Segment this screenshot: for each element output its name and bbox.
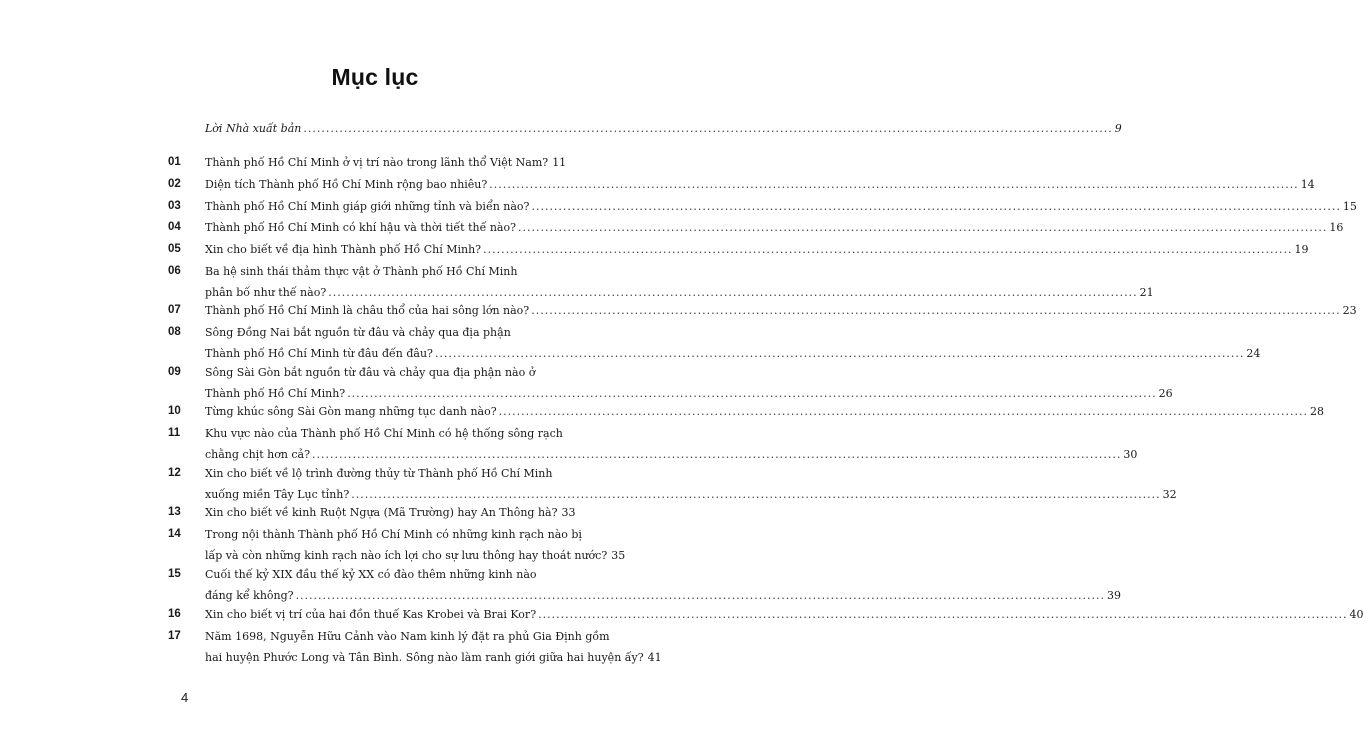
toc-entry-text: Ba hệ sinh thái thảm thực vật ở Thành phố Hồ Chí Minh — [205, 265, 518, 278]
toc-entry-page: 23 — [1342, 304, 1357, 317]
toc-entry-number: 17 — [168, 630, 181, 642]
toc-entry-line[interactable] — [205, 607, 1363, 623]
toc-entry-number: 01 — [168, 156, 181, 168]
toc-entry-text: Diện tích Thành phố Hồ Chí Minh rộng bao nhiêu? — [205, 178, 488, 191]
toc-entry-number: 10 — [168, 405, 181, 417]
toc-entry-text: Cuối thế kỷ XIX đầu thế kỷ XX có đào thêm những kinh nào — [205, 568, 537, 581]
toc-entry-text: Thành phố Hồ Chí Minh là châu thổ của hai sông lớn nào? — [205, 304, 530, 317]
dot-leader: .................................................................................................................................................................................... — [538, 608, 1348, 621]
toc-entry-number: 08 — [168, 326, 181, 338]
toc-entry-text: chằng chịt hơn cả? — [205, 448, 311, 461]
toc-entry-line[interactable] — [205, 505, 576, 521]
toc-entry-line[interactable] — [205, 404, 1324, 420]
toc-entry-page: 32 — [1162, 488, 1177, 501]
toc-entry-text: Sông Đồng Nai bắt nguồn từ đâu và chảy qua địa phận — [205, 326, 511, 339]
toc-entry-number: 11 — [168, 427, 181, 439]
toc-entry-line[interactable] — [205, 365, 563, 381]
toc-entry-page: 39 — [1106, 589, 1121, 602]
toc-entry-text: lấp và còn những kinh rạch nào ích lợi cho sự lưu thông hay thoát nước? — [205, 549, 608, 562]
toc-entry-page: 40 — [1349, 608, 1363, 621]
toc-entry-line[interactable] — [205, 567, 563, 583]
dot-leader: .................................................................................................................................................................................... — [312, 448, 1122, 461]
toc-entry-text: Thành phố Hồ Chí Minh từ đâu đến đâu? — [205, 347, 433, 360]
toc-entry-page: 11 — [552, 156, 567, 169]
toc-entry-number: 12 — [168, 467, 181, 479]
toc-entry-number: 06 — [168, 265, 181, 277]
page-title: Mục lục — [331, 64, 419, 90]
dot-leader: .................................................................................................................................................................................... — [489, 178, 1299, 191]
toc-entry-line[interactable] — [205, 285, 1154, 301]
page-number: 4 — [181, 690, 189, 705]
toc-entry-text: xuống miền Tây Lục tỉnh? — [205, 488, 350, 501]
toc-entry-number: 07 — [168, 304, 181, 316]
dot-leader: .................................................................................................................................................................................... — [303, 122, 1113, 135]
toc-entry-text: đáng kể không? — [205, 589, 294, 602]
dot-leader: .................................................................................................................................................................................... — [498, 405, 1308, 418]
toc-entry-preface[interactable] — [205, 121, 1122, 137]
toc-entry-page: 19 — [1294, 243, 1309, 256]
toc-entry-line[interactable] — [205, 177, 1315, 193]
toc-entry-line[interactable] — [205, 264, 563, 280]
toc-entry-text: Xin cho biết về kinh Ruột Ngựa (Mã Trường) hay An Thông hà? — [205, 506, 558, 519]
dot-leader: .................................................................................................................................................................................... — [518, 221, 1328, 234]
toc-entry-line[interactable] — [205, 242, 1309, 258]
toc-entry-number: 14 — [168, 528, 181, 540]
toc-entry-page: 30 — [1123, 448, 1138, 461]
toc-entry-line[interactable] — [205, 466, 563, 482]
preface-page: 9 — [1114, 122, 1122, 135]
toc-entry-text: Trong nội thành Thành phố Hồ Chí Minh có những kinh rạch nào bị — [205, 528, 582, 541]
toc-entry-page: 14 — [1300, 178, 1315, 191]
toc-entry-line[interactable] — [205, 386, 1173, 402]
toc-entry-number: 09 — [168, 366, 181, 378]
toc-entry-text: Thành phố Hồ Chí Minh? — [205, 387, 346, 400]
toc-entry-page: 41 — [647, 651, 662, 664]
toc-entry-page: 24 — [1246, 347, 1261, 360]
preface-label: Lời Nhà xuất bản — [205, 122, 302, 135]
toc-entry-line[interactable] — [205, 346, 1261, 362]
toc-entry-line[interactable] — [205, 325, 563, 341]
dot-leader: .................................................................................................................................................................................... — [483, 243, 1293, 256]
toc-entry-text: Sông Sài Gòn bắt nguồn từ đâu và chảy qua địa phận nào ở — [205, 366, 536, 379]
toc-entry-number: 15 — [168, 568, 181, 580]
dot-leader: .................................................................................................................................................................................... — [531, 200, 1341, 213]
toc-entry-line[interactable] — [205, 199, 1357, 215]
toc-entry-line[interactable] — [205, 426, 563, 442]
toc-entry-line[interactable] — [205, 527, 582, 543]
toc-entry-number: 05 — [168, 243, 181, 255]
toc-entry-line[interactable] — [205, 629, 610, 645]
toc-entry-number: 13 — [168, 506, 181, 518]
dot-leader: .................................................................................................................................................................................... — [328, 286, 1138, 299]
toc-entry-line[interactable] — [205, 447, 1138, 463]
toc-entry-text: phân bố như thế nào? — [205, 286, 327, 299]
toc-entry-number: 04 — [168, 221, 181, 233]
toc-entry-text: Thành phố Hồ Chí Minh giáp giới những tỉnh và biển nào? — [205, 200, 530, 213]
toc-entry-page: 33 — [561, 506, 576, 519]
toc-entry-text: Xin cho biết về lộ trình đường thủy từ Thành phố Hồ Chí Minh — [205, 467, 553, 480]
toc-entry-line[interactable] — [205, 220, 1344, 236]
toc-entry-page: 16 — [1329, 221, 1344, 234]
dot-leader: .................................................................................................................................................................................... — [434, 347, 1245, 360]
toc-entry-page: 15 — [1342, 200, 1357, 213]
toc-entry-text: Thành phố Hồ Chí Minh ở vị trí nào trong lãnh thổ Việt Nam? — [205, 156, 549, 169]
toc-entry-line[interactable] — [205, 548, 626, 564]
dot-leader: .................................................................................................................................................................................... — [295, 589, 1105, 602]
toc-entry-page: 21 — [1139, 286, 1154, 299]
toc-entry-page: 35 — [611, 549, 626, 562]
toc-entry-line[interactable] — [205, 650, 662, 666]
toc-entry-text: Năm 1698, Nguyễn Hữu Cảnh vào Nam kinh lý đặt ra phủ Gia Định gồm — [205, 630, 610, 643]
toc-entry-page: 26 — [1158, 387, 1173, 400]
toc-entry-number: 02 — [168, 178, 181, 190]
dot-leader: .................................................................................................................................................................................... — [347, 387, 1157, 400]
toc-entry-text: Khu vực nào của Thành phố Hồ Chí Minh có hệ thống sông rạch — [205, 427, 563, 440]
dot-leader: .................................................................................................................................................................................... — [351, 488, 1161, 501]
toc-entry-text: Thành phố Hồ Chí Minh có khí hậu và thời tiết thế nào? — [205, 221, 517, 234]
toc-entry-text: Xin cho biết vị trí của hai đồn thuế Kas Krobei và Brai Kor? — [205, 608, 537, 621]
toc-entry-number: 16 — [168, 608, 181, 620]
toc-entry-line[interactable] — [205, 588, 1121, 604]
toc-entry-text: Xin cho biết về địa hình Thành phố Hồ Chí Minh? — [205, 243, 482, 256]
toc-entry-page: 28 — [1310, 405, 1324, 418]
toc-entry-text: Từng khúc sông Sài Gòn mang những tục danh nào? — [205, 405, 497, 418]
toc-entry-number: 03 — [168, 200, 181, 212]
toc-entry-text: hai huyện Phước Long và Tân Bình. Sông nào làm ranh giới giữa hai huyện ấy? — [205, 651, 644, 664]
toc-entry-line[interactable] — [205, 155, 567, 171]
dot-leader: .................................................................................................................................................................................... — [531, 304, 1341, 317]
toc-entry-line[interactable] — [205, 303, 1357, 319]
toc-entry-line[interactable] — [205, 487, 1177, 503]
